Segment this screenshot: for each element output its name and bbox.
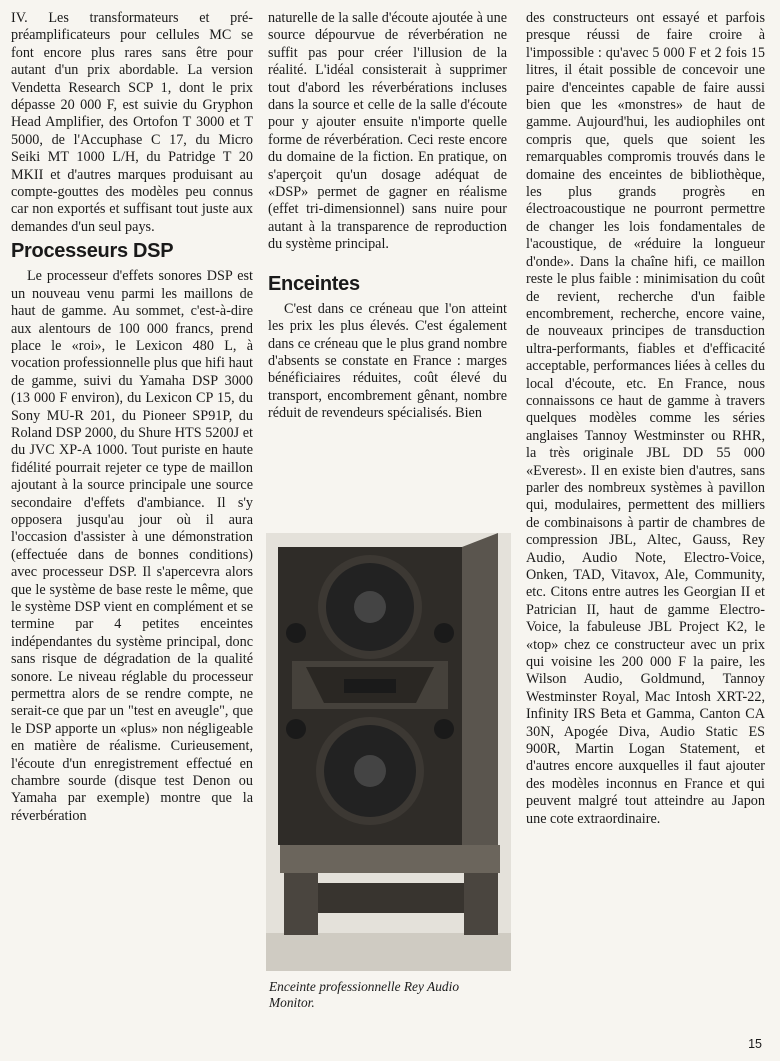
figure-caption: Enceinte professionnelle Rey Audio Monitor. xyxy=(269,979,460,1010)
paragraph-dsp-continued: naturelle de la salle d'écoute ajoutée à une source dépourvue de réverbération ne suffit pas pour créer l'illusion de la réalité. L'idéal consisterait à supprimer tout d'abord les réverbérations incluses dans la source et celle de la salle d'écoute pour y ajouter ensuite n'importe quelle forme de réverbération. Ceci reste encore du domaine de la fiction. En pratique, on s'aperçoit qu'un dosage adéquat de «DSP» permet de gagner en réalisme (effet tri-dimensionnel) sans nuire pour autant à la transparence de reproduction du système principal. xyxy=(268,10,507,253)
column-left xyxy=(11,10,253,825)
loudspeaker-photo-icon xyxy=(266,533,511,971)
page-number: 15 xyxy=(748,1037,762,1051)
paragraph-enceintes-continued: des constructeurs ont essayé et parfois presque réussi de faire croire à l'impossible : qu'avec 5 000 F et 2 fois 15 litres, il était possible de concevoir une paire d'enceintes capable de faire aussi bien que les «monstres» de haut de gamme. Aujourd'hui, les audiophiles ont compris que, quels que soient les remarquables compromis trouvés dans le domaine des enceintes de bibliothèque, les plus grands progrès en électroacoustique ne pourront permettre de changer les lois fondamentales de l'acoustique, de «réduire la longueur d'onde». Dans la chaîne hifi, ce maillon reste le plus faible : minimisation du coût de revient, recherche d'un faible encombrement, recherche, encore vaine, de nouveaux principes de transduction ultra-performants, fiables et d'efficacité acceptable, performances liées à celles du local d'écoute, etc. En France, nous connaissons ce haut de gamme à travers quelques modèles comme les séries anglaises Tannoy Westminster ou RHR, la très originale JBL DD 55 000 «Everest». Il en existe bien d'autres, sans parler des nombreux systèmes à pavillon qui, modulaires, permettent des milliers de combinaisons à partir de chambres de compression JBL, Altec, Gauss, Rey Audio, Audio Note, Electro-Voice, Onken, TAD, Vitavox, Ale, Community, etc. Citons entre autres les Georgian II et Patrician II, haut de gamme Electro-Voice, la fabuleuse JBL Project K2, le «top» chez ce constructeur avec un prix qui voisine les 200 000 F la paire, les Wilson Audio, Goldmund, Tannoy Westminster Royal, Mac Intosh XRT-22, Infinity IRS Beta et Gamma, Canton CA 30N, Apogée Diva, Audio Static ES 900R, Martin Logan Statement, et d'autres encore auxquelles il faut ajouter des modèles inconnus en France et qui peuvent malgré tout atteindre au Japon une cote extraordinaire. xyxy=(526,10,765,827)
paragraph-dsp: Le processeur d'effets sonores DSP est un nouveau venu parmi les maillons de haut de gamme. Au sommet, c'est-à-dire aux alentours de 100 000 francs, prend place le «roi», le Lexicon 480 L, à vocation professionnelle plus que hifi haut de gamme, suivi du Yamaha DSP 3000 (13 000 F environ), du Lexicon CP 15, du Sony MU-R 201, du Pioneer SP91P, du Roland DSP 2000, du Shure HTS 5200J et du JVC XP-A 1000. Tout puriste en haute fidélité pourrait rejeter ce type de maillon ajoutant à la source principale une source secondaire d'effets d'ambiance. Il s'y opposera jusqu'au jour où il aura l'occasion d'assister à une démonstration (effectuée dans de bonnes conditions) avec processeur DSP. Il s'apercevra alors que le système de base reste le même, que le système DSP vient en complément et se termine par 4 petites enceintes indépendantes du système principal, donc sans risque de dégradation de la qualité sonore. Le niveau réglable du processeur permettra alors de se rendre compte, ne serait-ce que par un "test en aveugle", que le DSP apporte un «plus» non négligeable en matière de réalisme. Curieusement, l'écoute d'un enregistrement effectué en chambre sourde (disque test Denon ou Yamaha par exemple) montre que la réverbération xyxy=(11,268,253,824)
column-right xyxy=(526,10,765,828)
heading-enceintes: Enceintes xyxy=(268,272,360,295)
paragraph-transformateurs: IV. Les transformateurs et pré-préamplificateurs pour cellules MC se font encore plus rares sans être pour autant d'un prix abordable. La version Vendetta Research SCP 1, dont le prix dépasse 20 000 F, est suivie du Gryphon Head Amplifier, des Ortofon T 3000 et T 5000, de l'Accuphase C 17, du Micro Seiki MT 1000 L/H, du Patridge T 20 MKII et d'autres marques produisant au compte-gouttes des modèles peu connus car non exportés et suffisant tout juste aux demandes d'un seul pays. xyxy=(11,10,253,235)
heading-processeurs-dsp: Processeurs DSP xyxy=(11,240,174,263)
paragraph-enceintes: C'est dans ce créneau que l'on atteint les prix les plus élevés. C'est également dans ce créneau que le plus grand nombre d'absents se constate en France : marges bénéficiaires réduites, coût élevé du transport, encombrement gênant, nombre réduit de revendeurs spécialisés. Bien xyxy=(268,300,507,422)
figure-speaker xyxy=(266,533,511,1011)
column-middle xyxy=(268,10,507,423)
